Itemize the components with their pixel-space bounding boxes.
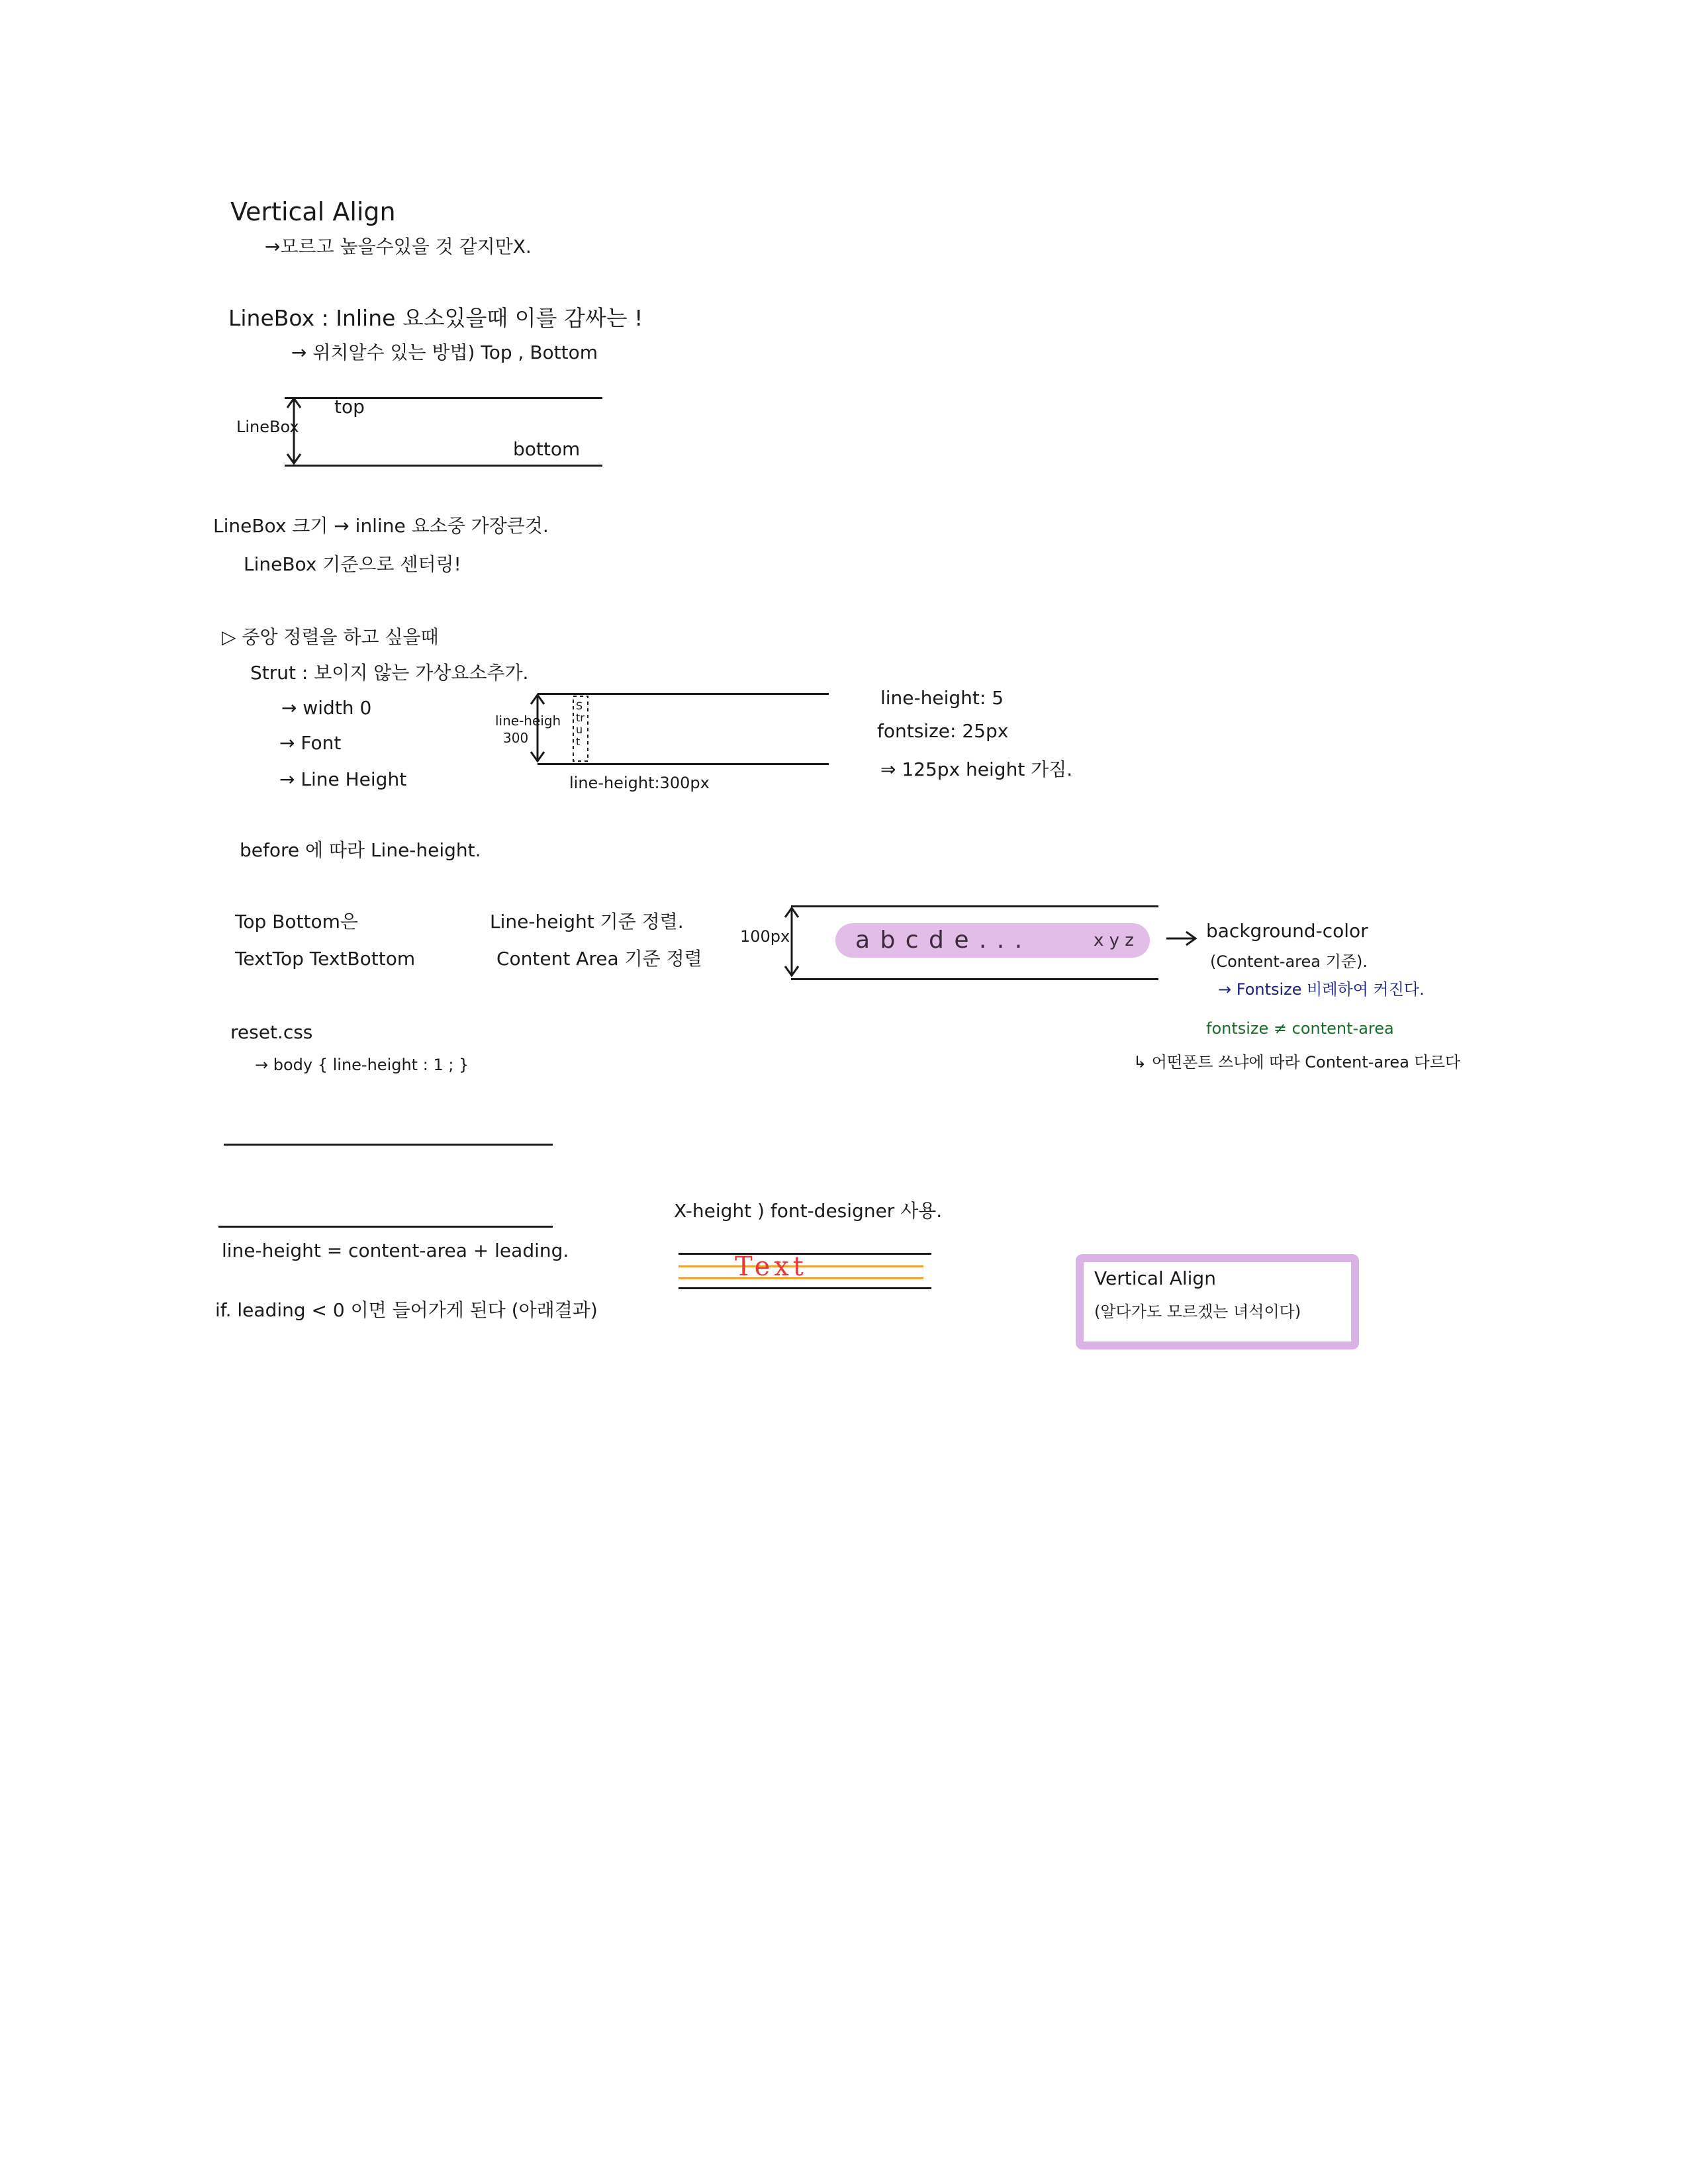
xheight-text-sample: Text: [735, 1251, 808, 1282]
note-strut-line-height: → Line Height: [279, 768, 407, 790]
vertical-align-summary-box: [1076, 1254, 1359, 1349]
diagram1-linebox-label: LineBox: [236, 418, 299, 436]
note-strut-definition: Strut : 보이지 않는 가상요소추가.: [250, 662, 529, 684]
note-x-height: X-height ) font-designer 사용.: [674, 1200, 943, 1222]
summary-box-title: Vertical Align: [1094, 1267, 1216, 1289]
note-content-area-basis: Content Area 기준 정렬: [496, 948, 702, 970]
note-reset-body: → body { line-height : 1 ; }: [255, 1056, 469, 1074]
diagram2-strut-label: Strut: [576, 700, 585, 748]
note-content-area-basis-paren: (Content-area 기준).: [1210, 952, 1368, 971]
xheight-line-bottom: [679, 1287, 931, 1289]
diagram1-bottom-label: bottom: [513, 438, 581, 460]
note-linebox-position: → 위치알수 있는 방법) Top , Bottom: [291, 341, 598, 363]
note-texttop-textbottom: TextTop TextBottom: [235, 948, 416, 970]
leading-bottom-line: [218, 1226, 553, 1228]
note-line-height-basis: Line-height 기준 정렬.: [490, 911, 684, 933]
note-fontsize-proportion: → Fontsize 비례하여 커진다.: [1218, 980, 1425, 999]
note-top-bottom: Top Bottom은: [235, 911, 358, 933]
note-linebox-centering: LineBox 기준으로 센터링!: [244, 553, 461, 575]
note-line-height-5: line-height: 5: [880, 687, 1004, 709]
diagram2-line-height-value: 300: [503, 730, 529, 746]
note-fontsize-not-content-area: fontsize ≠ content-area: [1206, 1019, 1394, 1038]
diagram3-pill-text-right: x y z: [1094, 931, 1134, 950]
note-strut-width: → width 0: [281, 697, 372, 719]
diagram2-bottom-label: line-height:300px: [569, 774, 710, 792]
note-line-height-formula: line-height = content-area + leading.: [222, 1240, 569, 1261]
summary-box-subtitle: (알다가도 모르겠는 녀석이다): [1094, 1302, 1301, 1321]
note-before: before 에 따라 Line-height.: [240, 839, 481, 861]
note-vertical-align-sub: →모르고 높을수있을 것 같지만X.: [265, 236, 532, 257]
diagram1-top-label: top: [334, 396, 365, 418]
note-center-title: ▷ 중앙 정렬을 하고 싶을때: [222, 626, 439, 648]
note-linebox-definition: LineBox : Inline 요소있을때 이를 감싸는 !: [228, 305, 643, 331]
note-strut-font: → Font: [279, 732, 342, 754]
leading-top-line: [224, 1144, 553, 1146]
diagram3-pill-text-left: a b c d e . . .: [855, 927, 1024, 954]
note-linebox-size: LineBox 크기 → inline 요소중 가장큰것.: [213, 515, 549, 537]
note-reset-css: reset.css: [230, 1021, 313, 1043]
note-leading-negative: if. leading < 0 이면 들어가게 된다 (아래결과): [215, 1299, 598, 1321]
note-font-depends: ↳ 어떤폰트 쓰냐에 따라 Content-area 다르다: [1133, 1053, 1461, 1071]
heading-vertical-align: Vertical Align: [230, 197, 396, 226]
diagram3-100px-label: 100px: [740, 927, 790, 946]
note-background-color: background-color: [1206, 920, 1368, 942]
diagram2-line-height-label: line-heigh: [495, 713, 561, 729]
note-result-125: ⇒ 125px height 가짐.: [880, 758, 1073, 780]
note-fontsize-25: fontsize: 25px: [877, 720, 1009, 742]
diagram3-content-area-pill: [835, 923, 1150, 958]
